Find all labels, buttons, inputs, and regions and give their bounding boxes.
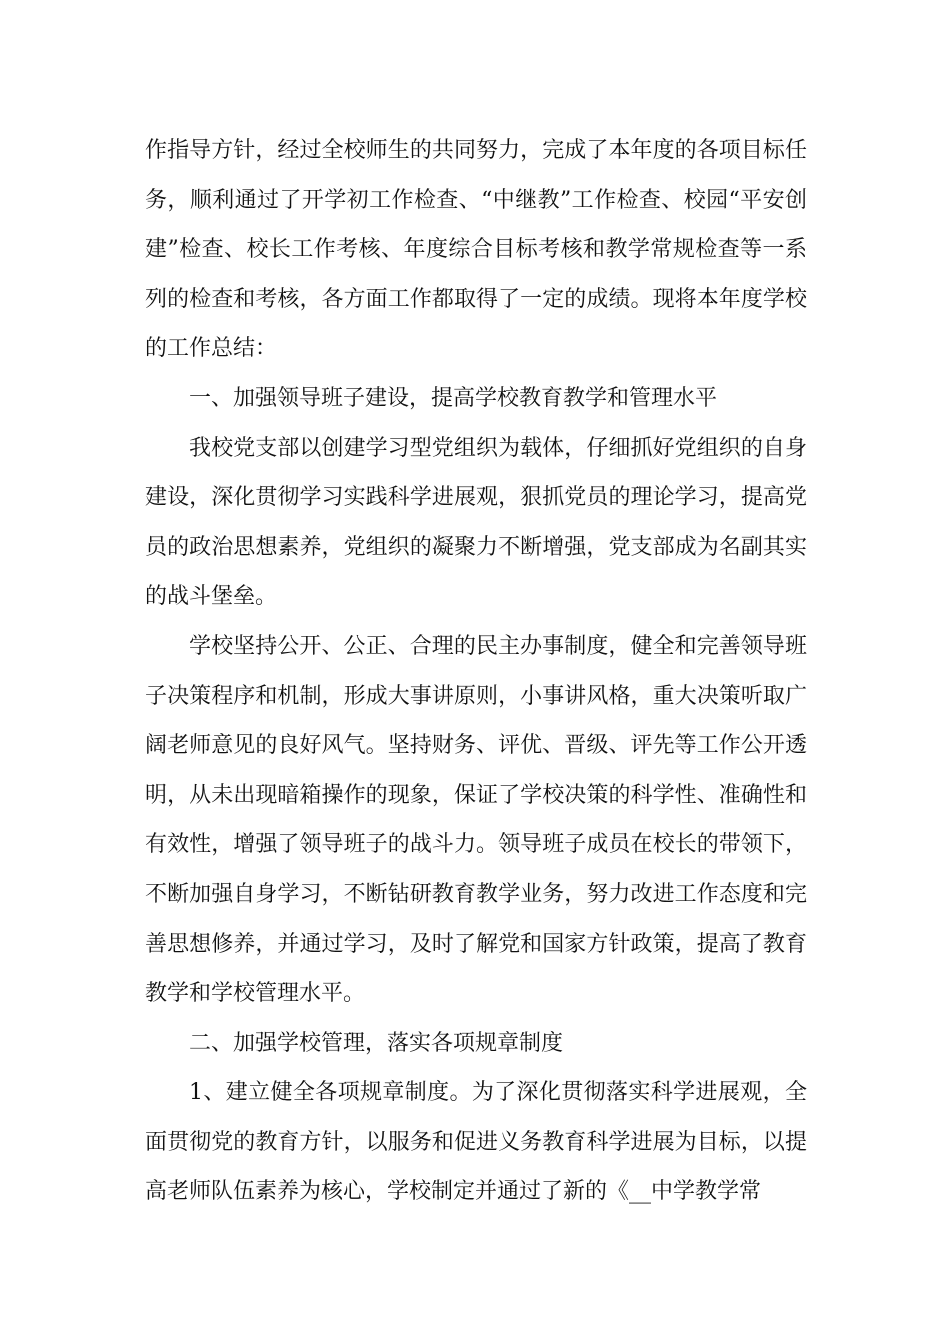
document-body bbox=[145, 126, 807, 1217]
paragraph-party-branch: 我校党支部以创建学习型党组织为载体，仔细抓好党组织的自身建设，深化贯彻学习实践科学进展观，狠抓党员的理论学习，提高党员的政治思想素养，党组织的凝聚力不断增强，党支部成为名副其实的战斗堡垒。 bbox=[145, 435, 807, 610]
paragraph-democratic-management: 学校坚持公开、公正、合理的民主办事制度，健全和完善领导班子决策程序和机制，形成大事讲原则，小事讲风格，重大决策听取广阔老师意见的良好风气。坚持财务、评优、晋级、评先等工作公开透明，从未出现暗箱操作的现象，保证了学校决策的科学性、准确性和有效性，增强了领导班子的战斗力。领导班子成员在校长的带领下，不断加强自身学习，不断钻研教育教学业务，努力改进工作态度和完善思想修养，并通过学习，及时了解党和国家方针政策，提高了教育教学和学校管理水平。 bbox=[145, 633, 807, 1007]
section-heading-2: 二、加强学校管理，落实各项规章制度 bbox=[189, 1030, 564, 1056]
paragraph-intro-continuation: 作指导方针，经过全校师生的共同努力，完成了本年度的各项目标任务，顺利通过了开学初工作检查、“中继教”工作检查、校园“平安创建”检查、校长工作考核、年度综合目标考核和教学常规检查等一系列的检查和考核，各方面工作都取得了一定的成绩。现将本年度学校的工作总结： bbox=[145, 138, 807, 362]
paragraph-rules-system: 1、建立健全各项规章制度。为了深化贯彻落实科学进展观，全面贯彻党的教育方针，以服务和促进义务教育科学进展为目标，以提高老师队伍素养为核心，学校制定并通过了新的《__中学教学常 bbox=[145, 1080, 807, 1205]
section-heading-1: 一、加强领导班子建设，提高学校教育教学和管理水平 bbox=[189, 385, 718, 411]
